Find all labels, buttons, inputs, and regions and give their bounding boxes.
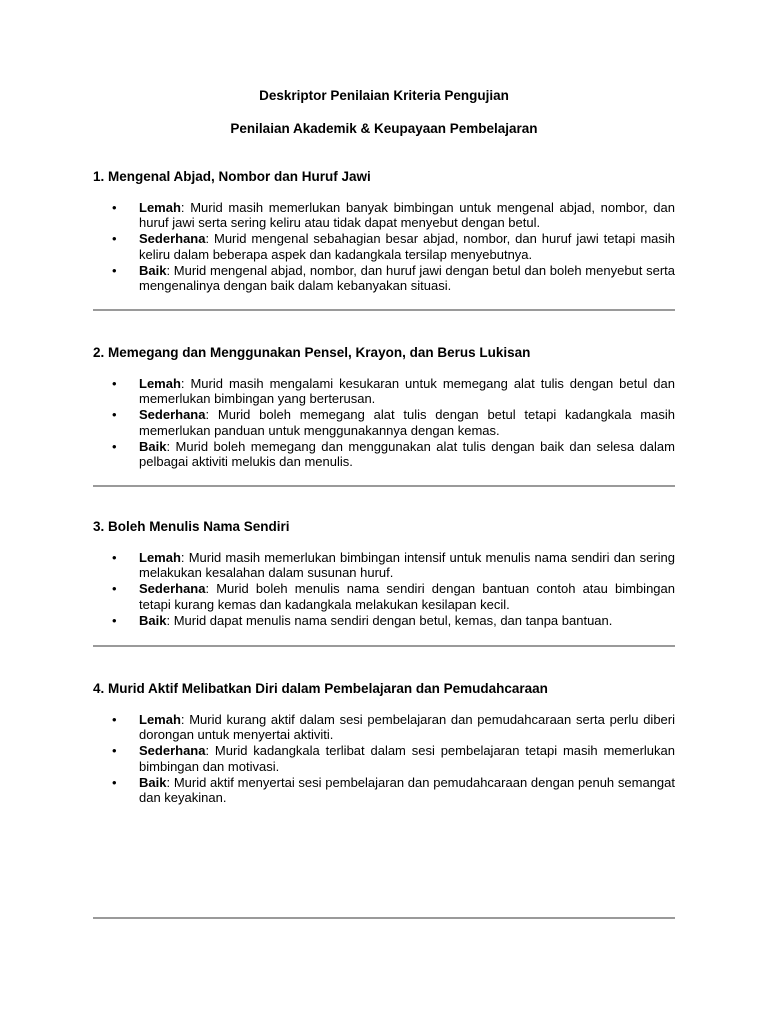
- bullet-icon: •: [112, 550, 117, 565]
- bullet-icon: •: [112, 774, 117, 790]
- level-label: Lemah: [139, 376, 181, 391]
- level-label: Sederhana: [139, 231, 206, 247]
- bullet-icon: •: [112, 612, 117, 628]
- document-title: Deskriptor Penilaian Kriteria Pengujian: [259, 88, 509, 103]
- bullet-icon: •: [112, 438, 117, 454]
- bullet-icon: •: [112, 200, 117, 215]
- section-3: [93, 519, 675, 629]
- level-description: : Murid boleh menulis nama sendiri dengan bantuan contoh atau bimbingan tetapi kurang kemas dan kadangkala melakukan kesilapan kecil.: [139, 581, 675, 612]
- level-label: Baik: [139, 612, 167, 628]
- level-label: Sederhana: [139, 407, 206, 423]
- list-item: [93, 376, 675, 406]
- section-title: 2. Memegang dan Menggunakan Pensel, Krayon, dan Berus Lukisan: [93, 345, 531, 360]
- level-label: Sederhana: [139, 743, 206, 759]
- level-description: : Murid masih mengalami kesukaran untuk memegang alat tulis dengan betul dan memerlukan bimbingan yang berterusan.: [139, 376, 675, 407]
- section-title: 1. Mengenal Abjad, Nombor dan Huruf Jawi: [93, 169, 371, 184]
- level-description: : Murid boleh memegang dan menggunakan alat tulis dengan baik dan selesa dalam pelbagai aktiviti melukis dan menulis.: [139, 438, 675, 470]
- bullet-icon: •: [112, 231, 117, 247]
- list-item: [93, 613, 675, 628]
- criteria-list: [93, 712, 675, 805]
- section-1: [93, 169, 675, 294]
- level-description: : Murid kurang aktif dalam sesi pembelajaran dan pemudahcaraan serta perlu diberi dorongan untuk menyertai aktiviti.: [139, 712, 675, 743]
- list-item: [93, 581, 675, 611]
- document-subtitle: Penilaian Akademik & Keupayaan Pembelajaran: [230, 121, 538, 136]
- bullet-icon: •: [112, 262, 117, 278]
- list-item: [93, 550, 675, 580]
- section-2: [93, 345, 675, 470]
- section-title: 3. Boleh Menulis Nama Sendiri: [93, 519, 290, 534]
- list-item: [93, 263, 675, 293]
- section-title: 4. Murid Aktif Melibatkan Diri dalam Pembelajaran dan Pemudahcaraan: [93, 681, 548, 696]
- level-label: Lemah: [139, 200, 181, 215]
- level-description: : Murid dapat menulis nama sendiri dengan betul, kemas, dan tanpa bantuan.: [166, 612, 613, 628]
- criteria-list: [93, 200, 675, 293]
- level-description: : Murid mengenal abjad, nombor, dan huruf jawi dengan betul dan boleh menyebut serta mengenalinya dengan baik dalam kebanyakan situasi.: [139, 262, 675, 294]
- section-divider: [93, 485, 675, 487]
- list-item: [93, 712, 675, 742]
- level-label: Baik: [139, 262, 167, 278]
- list-item: [93, 200, 675, 230]
- level-label: Baik: [139, 774, 167, 790]
- level-description: : Murid masih memerlukan bimbingan intensif untuk menulis nama sendiri dan sering melakukan kesalahan dalam susunan huruf.: [139, 550, 675, 581]
- level-label: Baik: [139, 438, 167, 454]
- bullet-icon: •: [112, 407, 117, 423]
- section-4: [93, 681, 675, 806]
- bullet-icon: •: [112, 743, 117, 759]
- list-item: [93, 231, 675, 261]
- list-item: [93, 775, 675, 805]
- level-label: Lemah: [139, 712, 181, 727]
- bullet-icon: •: [112, 712, 117, 727]
- section-divider: [93, 917, 675, 919]
- section-divider: [93, 645, 675, 647]
- list-item: [93, 439, 675, 469]
- criteria-list: [93, 550, 675, 628]
- level-description: : Murid aktif menyertai sesi pembelajaran dan pemudahcaraan dengan penuh semangat dan keyakinan.: [139, 774, 675, 806]
- level-label: Sederhana: [139, 581, 206, 597]
- list-item: [93, 407, 675, 437]
- bullet-icon: •: [112, 376, 117, 391]
- level-description: : Murid kadangkala terlibat dalam sesi pembelajaran tetapi masih memerlukan bimbingan dan motivasi.: [139, 743, 675, 774]
- list-item: [93, 743, 675, 773]
- level-description: : Murid mengenal sebahagian besar abjad, nombor, dan huruf jawi tetapi masih keliru dalam beberapa aspek dan kadangkala tersilap menyebutnya.: [139, 231, 675, 262]
- level-description: : Murid masih memerlukan banyak bimbingan untuk mengenal abjad, nombor, dan huruf jawi serta sering keliru atau tidak dapat menyebut dengan betul.: [139, 200, 675, 231]
- criteria-list: [93, 376, 675, 469]
- bullet-icon: •: [112, 581, 117, 597]
- level-label: Lemah: [139, 550, 181, 565]
- section-divider: [93, 309, 675, 311]
- level-description: : Murid boleh memegang alat tulis dengan betul tetapi kadangkala masih memerlukan panduan untuk menggunakannya dengan kemas.: [139, 407, 675, 438]
